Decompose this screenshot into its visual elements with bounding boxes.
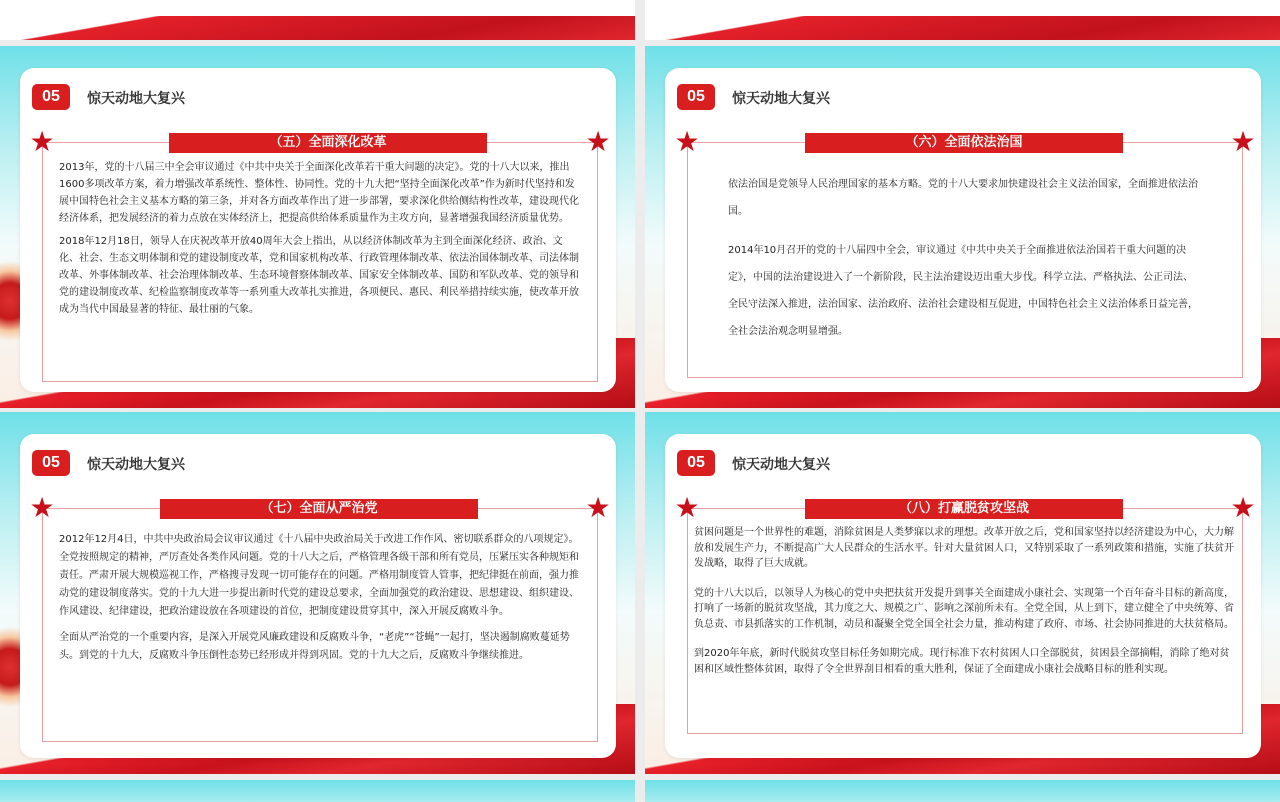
content-frame xyxy=(29,125,611,382)
heading-banner: （七）全面从严治党 xyxy=(160,499,478,519)
section-title: 惊天动地大复兴 xyxy=(732,457,830,473)
section-number-badge: 05 xyxy=(677,450,715,476)
slide-thumbnail-partial-top-left[interactable] xyxy=(0,0,635,40)
content-frame xyxy=(674,125,1256,378)
content-frame xyxy=(29,491,611,742)
slide-thumbnail[interactable] xyxy=(645,46,1280,408)
paragraph: 2012年12月4日，中共中央政治局会议审议通过《十八届中央政治局关于改进工作作风、密切联系群众的八项规定》。全党按照规定的精神，严厉查处各类作风问题。党的十八大之后，严格管理各级干部和所有党员，压紧压实各种规矩和责任。严肃开展大规模巡视工作，严格搜寻发现一切可能存在的问题。严格用制度管人管事，把纪律挺在前面，强力推动党的建设制度落实。党的十九大进一步提出新时代党的建设总要求，全面加强党的政治建设、思想建设、组织建设、作风建设、纪律建设，把政治建设放在各项建设的首位，把制度建设贯穿其中，深入开展反腐败斗争。 xyxy=(59,534,579,617)
heading-banner: （八）打赢脱贫攻坚战 xyxy=(805,499,1123,519)
section-title: 惊天动地大复兴 xyxy=(87,457,185,473)
slide-thumbnail-partial-bottom-right[interactable] xyxy=(645,780,1280,802)
section-number-badge: 05 xyxy=(677,84,715,110)
slide-thumbnail[interactable] xyxy=(0,412,635,774)
content-card xyxy=(665,434,1261,758)
red-ribbon-decoration xyxy=(0,16,635,40)
content-card xyxy=(20,68,616,392)
content-card xyxy=(20,434,616,758)
slide-thumbnail[interactable] xyxy=(645,412,1280,774)
slide-thumbnail[interactable] xyxy=(0,46,635,408)
slide-thumbnail-partial-top-right[interactable] xyxy=(645,0,1280,40)
body-text xyxy=(59,531,581,671)
section-number-badge: 05 xyxy=(32,450,70,476)
star-icon: ★ xyxy=(1230,491,1256,524)
body-text xyxy=(59,159,581,324)
red-ribbon-decoration xyxy=(645,16,1280,40)
paragraph: 2018年12月18日，领导人在庆祝改革开放40周年大会上指出，从以经济体制改革为主到全面深化经济、政治、文化、社会、生态文明体制和党的建设制度改革，党和国家机构改革、行政管理体制改革、依法治国体制改革、司法体制改革、外事体制改革、社会治理体制改革、生态环境督察体制改革、国家安全体制改革、国防和军队改革、党的领导和党的建设制度改革、纪检监察制度改革等一系列重大改革扎实推进，各项便民、惠民、利民举措持续实施，使改革开放成为当代中国最显著的特征、最壮丽的气象。 xyxy=(59,236,579,315)
section-number-badge: 05 xyxy=(32,84,70,110)
paragraph: 党的十八大以后，以领导人为核心的党中央把扶贫开发提升到事关全面建成小康社会、实现第一个百年奋斗目标的新高度，打响了一场新的脱贫攻坚战，其力度之大、规模之广、影响之深前所未有。全党全国，从上到下，建立健全了中央统筹、省负总责、市县抓落实的工作机制，动员和凝聚全党全国全社会力量，推动构建了政府、市场、社会协同推进的大扶贫格局。 xyxy=(694,587,1234,630)
star-icon: ★ xyxy=(674,125,700,158)
paragraph: 依法治国是党领导人民治理国家的基本方略。党的十八大要求加快建设社会主义法治国家，全面推进依法治国。 xyxy=(728,179,1198,217)
paragraph: 全面从严治党的一个重要内容，是深入开展党风廉政建设和反腐败斗争，“老虎”“苍蝇”一起打，坚决遏制腐败蔓延势头。到党的十九大，反腐败斗争压倒性态势已经形成并得到巩固。党的十九大之后，反腐败斗争继续推进。 xyxy=(59,632,570,661)
paragraph: 2013年，党的十八届三中全会审议通过《中共中央关于全面深化改革若干重大问题的决定》。党的十八大以来，推出1600多项改革方案，着力增强改革系统性、整体性、协同性。党的十九大把“坚持全面深化改革”作为新时代坚持和发展中国特色社会主义基本方略的第三条，并对各方面改革作出了进一步部署，要求深化供给侧结构性改革，建设现代化经济体系，把发展经济的着力点放在实体经济上，把提高供给体系质量作为主攻方向，显著增强我国经济质量优势。 xyxy=(59,162,579,224)
section-title: 惊天动地大复兴 xyxy=(732,91,830,107)
slide-thumbnail-partial-bottom-left[interactable] xyxy=(0,780,635,802)
star-icon: ★ xyxy=(29,491,55,524)
heading-banner: （六）全面依法治国 xyxy=(805,133,1123,153)
content-frame xyxy=(674,491,1256,734)
paragraph: 贫困问题是一个世界性的难题，消除贫困是人类梦寐以求的理想。改革开放之后，党和国家坚持以经济建设为中心，大力解放和发展生产力，不断提高广大人民群众的生活水平。针对大量贫困人口，又特别采取了一系列政策和措施，实施了扶贫开发战略，取得了巨大成就。 xyxy=(694,527,1234,569)
content-card xyxy=(665,68,1261,392)
star-icon: ★ xyxy=(585,491,611,524)
star-icon: ★ xyxy=(585,125,611,158)
paragraph: 2014年10月召开的党的十八届四中全会，审议通过《中共中央关于全面推进依法治国若干重大问题的决定》，中国的法治建设进入了一个新阶段，民主法治建设迈出重大步伐。科学立法、严格执法、公正司法、全民守法深入推进，法治国家、法治政府、法治社会建设相互促进，中国特色社会主义法治体系日益完善，全社会法治观念明显增强。 xyxy=(728,245,1198,337)
section-title: 惊天动地大复兴 xyxy=(87,91,185,107)
heading-banner: （五）全面深化改革 xyxy=(169,133,487,153)
body-text xyxy=(728,171,1202,351)
star-icon: ★ xyxy=(29,125,55,158)
paragraph: 到2020年年底，新时代脱贫攻坚目标任务如期完成。现行标准下农村贫困人口全部脱贫，贫困县全部摘帽，消除了绝对贫困和区域性整体贫困，取得了令全世界刮目相看的重大胜利，保证了全面建成小康社会战略目标的胜利实现。 xyxy=(694,648,1230,675)
star-icon: ★ xyxy=(1230,125,1256,158)
body-text xyxy=(694,525,1236,683)
star-icon: ★ xyxy=(674,491,700,524)
